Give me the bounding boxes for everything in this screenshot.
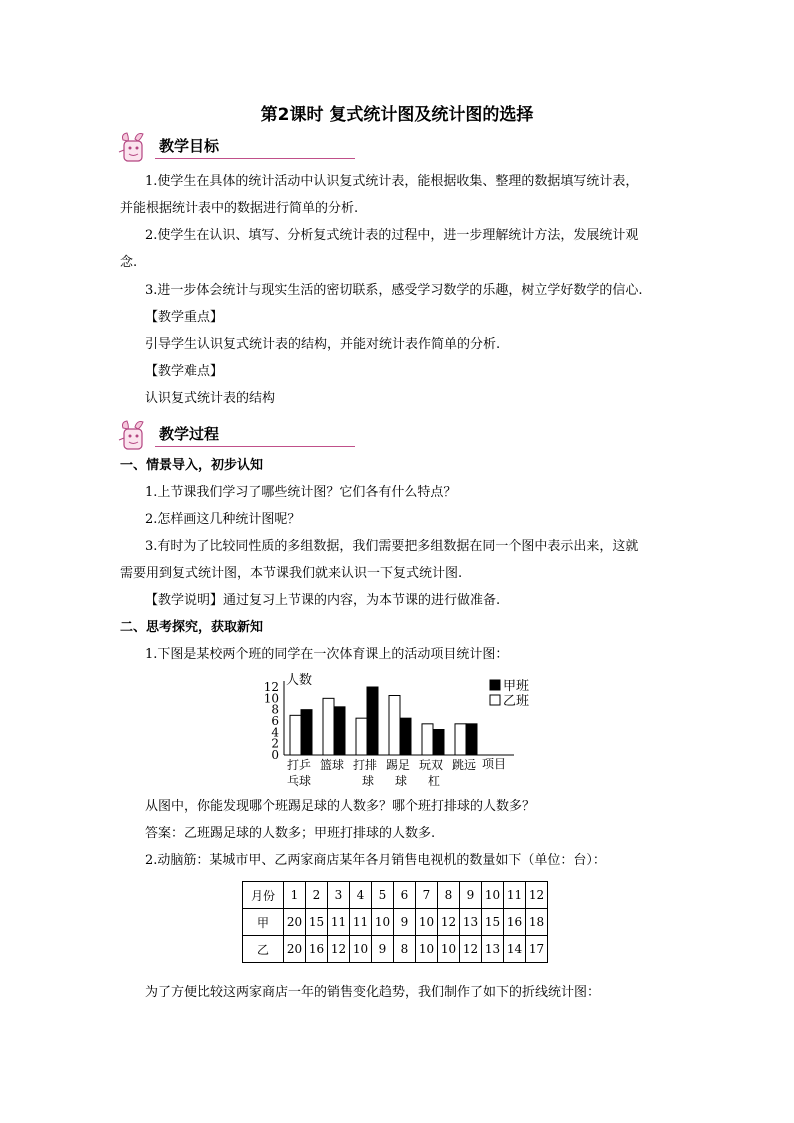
legend-swatch xyxy=(490,695,500,705)
table-cell: 3 xyxy=(328,882,350,909)
part2-question: 从图中，你能发现哪个班踢足球的人数多？哪个班打排球的人数多？ xyxy=(145,799,536,814)
table-cell: 13 xyxy=(482,936,504,963)
legend-label: 甲班 xyxy=(503,679,530,694)
part2-heading: 二、思考探究，获取新知 xyxy=(120,620,264,635)
difficulty-text: 认识复式统计表的结构 xyxy=(145,391,276,406)
table-cell: 9 xyxy=(372,936,394,963)
part2-q2: 2.动脑筋：某城市甲、乙两家商店某年各月销售电视机的数量如下（单位：台）： xyxy=(145,853,606,868)
y-tick-label: 4 xyxy=(271,725,279,740)
y-tick-label: 10 xyxy=(263,691,279,706)
y-tick-label: 2 xyxy=(271,736,279,751)
row-header-cell: 甲 xyxy=(243,909,284,936)
bar-yi-class xyxy=(323,698,334,755)
table-cell: 13 xyxy=(460,909,482,936)
x-tick-label: 玩双 xyxy=(419,758,444,772)
x-tick-label: 球 xyxy=(395,774,408,788)
x-tick-label: 打排 xyxy=(353,758,378,772)
bar-jia-class xyxy=(367,687,378,755)
table-cell: 5 xyxy=(372,882,394,909)
bar-yi-class xyxy=(389,696,400,756)
table-cell: 12 xyxy=(438,909,460,936)
table-cell: 6 xyxy=(394,882,416,909)
table-cell: 11 xyxy=(504,882,526,909)
x-tick-label: 乓球 xyxy=(287,774,312,788)
part2-tail: 为了方便比较这两家商店一年的销售变化趋势，我们制作了如下的折线统计图： xyxy=(145,985,601,1000)
table-cell: 17 xyxy=(526,936,548,963)
section-header-process xyxy=(115,418,255,454)
table-cell: 15 xyxy=(306,909,328,936)
bar-yi-class xyxy=(290,715,301,755)
section-label: 教学目标 xyxy=(159,137,220,155)
bar-yi-class xyxy=(455,724,466,755)
bar-yi-class xyxy=(356,718,367,755)
x-tick-label: 踢足 xyxy=(386,758,411,772)
goal-1b: 并能根据统计表中的数据进行简单的分析. xyxy=(120,201,359,216)
goal-3: 3.进一步体会统计与现实生活的密切联系，感受学习数学的乐趣，树立学好数学的信心. xyxy=(145,283,643,298)
cartoon-pencil-icon xyxy=(115,130,155,164)
section-underline xyxy=(155,158,355,159)
table-cell: 18 xyxy=(526,909,548,936)
table-cell: 8 xyxy=(438,882,460,909)
x-axis-label: 项目 xyxy=(482,757,507,771)
legend-label: 乙班 xyxy=(503,694,530,709)
bar-jia-class xyxy=(301,710,312,755)
table-cell: 16 xyxy=(504,909,526,936)
part2-answer: 答案：乙班踢足球的人数多；甲班打排球的人数多. xyxy=(145,826,436,841)
table-cell: 2 xyxy=(306,882,328,909)
table-cell: 10 xyxy=(438,936,460,963)
x-tick-label: 杠 xyxy=(428,774,441,788)
bar-jia-class xyxy=(334,707,345,755)
part1-q3a: 3.有时为了比较同性质的多组数据，我们需要把多组数据在同一个图中表示出来，这就 xyxy=(145,539,639,554)
x-tick-label: 篮球 xyxy=(320,758,345,772)
tv-sales-table xyxy=(242,881,548,963)
table-cell: 11 xyxy=(350,909,372,936)
bar-yi-class xyxy=(422,724,433,755)
table-cell: 15 xyxy=(482,909,504,936)
table-cell: 1 xyxy=(284,882,306,909)
x-tick-label: 打乒 xyxy=(287,758,312,772)
table-row xyxy=(243,909,548,936)
table-cell: 10 xyxy=(416,936,438,963)
table-row xyxy=(243,936,548,963)
part1-q1: 1.上节课我们学习了哪些统计图？它们各有什么特点？ xyxy=(145,485,457,500)
legend-swatch xyxy=(490,680,500,690)
cartoon-pencil-icon xyxy=(115,418,155,452)
key-point-heading: 【教学重点】 xyxy=(145,310,224,325)
activity-bar-chart xyxy=(240,670,540,794)
y-axis-label: 人数 xyxy=(286,673,313,688)
table-cell: 12 xyxy=(460,936,482,963)
section-underline xyxy=(155,446,355,447)
table-cell: 10 xyxy=(350,936,372,963)
row-header-cell: 乙 xyxy=(243,936,284,963)
part2-q1: 1.下图是某校两个班的同学在一次体育课上的活动项目统计图： xyxy=(145,647,509,662)
x-tick-label: 跳远 xyxy=(452,758,477,772)
part1-note: 【教学说明】通过复习上节课的内容，为本节课的进行做准备. xyxy=(145,593,501,608)
bar-jia-class xyxy=(433,730,444,756)
y-tick-label: 0 xyxy=(271,748,279,762)
bar-jia-class xyxy=(466,724,477,755)
table-cell: 9 xyxy=(394,909,416,936)
table-cell: 10 xyxy=(372,909,394,936)
part1-q3b: 需要用到复式统计图，本节课我们就来认识一下复式统计图. xyxy=(120,566,463,581)
goal-1a: 1.使学生在具体的统计活动中认识复式统计表，能根据收集、整理的数据填写统计表， xyxy=(145,174,639,189)
part1-q2: 2.怎样画这几种统计图呢？ xyxy=(145,512,301,527)
table-cell: 16 xyxy=(306,936,328,963)
table-cell: 9 xyxy=(460,882,482,909)
table-cell: 10 xyxy=(482,882,504,909)
table-cell: 11 xyxy=(328,909,350,936)
table-cell: 12 xyxy=(328,936,350,963)
table-cell: 7 xyxy=(416,882,438,909)
x-tick-label: 球 xyxy=(362,774,375,788)
goal-2b: 念. xyxy=(120,255,138,270)
table-cell: 20 xyxy=(284,936,306,963)
table-cell: 20 xyxy=(284,909,306,936)
page-title: 第2课时 复式统计图及统计图的选择 xyxy=(260,105,534,125)
section-label: 教学过程 xyxy=(159,425,220,443)
difficulty-heading: 【教学难点】 xyxy=(145,364,224,379)
table-row xyxy=(243,882,548,909)
table-cell: 14 xyxy=(504,936,526,963)
y-tick-label: 12 xyxy=(263,680,279,694)
table-cell: 10 xyxy=(416,909,438,936)
table-cell: 4 xyxy=(350,882,372,909)
bar-jia-class xyxy=(400,718,411,755)
key-point-text: 引导学生认识复式统计表的结构，并能对统计表作简单的分析. xyxy=(145,337,501,352)
goal-2a: 2.使学生在认识、填写、分析复式统计表的过程中，进一步理解统计方法，发展统计观 xyxy=(145,228,639,243)
y-tick-label: 6 xyxy=(271,714,279,728)
row-header-cell: 月份 xyxy=(243,882,284,909)
table-cell: 8 xyxy=(394,936,416,963)
part1-heading: 一、情景导入，初步认知 xyxy=(120,458,264,473)
y-tick-label: 8 xyxy=(271,702,279,717)
section-header-goals xyxy=(115,130,255,166)
table-cell: 12 xyxy=(526,882,548,909)
